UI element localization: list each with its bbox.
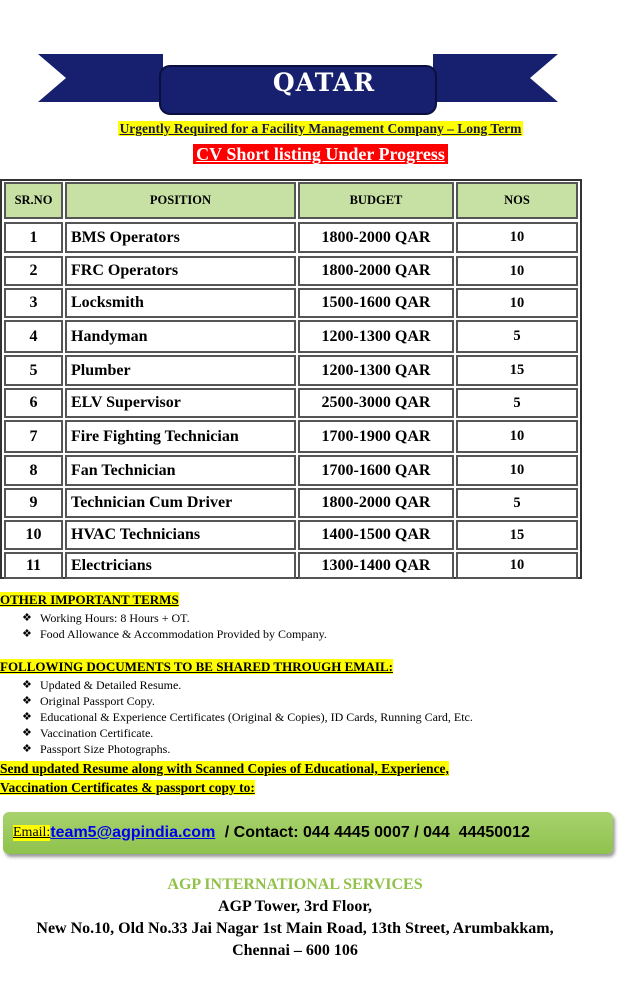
diamond-bullet-icon: ❖ [22, 743, 32, 755]
cell-nos: 10 [456, 552, 578, 579]
cell-position: Locksmith [65, 288, 296, 318]
cell-budget: 1700-1900 QAR [298, 420, 454, 453]
cell-budget: 1200-1300 QAR [298, 320, 454, 353]
documents-title: FOLLOWING DOCUMENTS TO BE SHARED THROUGH EMAIL: [0, 659, 393, 674]
header-budget: BUDGET [298, 182, 454, 219]
cell-budget: 1400-1500 QAR [298, 520, 454, 550]
list-item: ❖ Working Hours: 8 Hours + OT. [22, 611, 190, 625]
list-item: ❖ Food Allowance & Accommodation Provided by Company. [22, 627, 327, 641]
cell-nos: 5 [456, 320, 578, 353]
cell-position: Technician Cum Driver [65, 488, 296, 518]
cell-sr-no: 7 [4, 420, 63, 453]
email-link[interactable]: team5@agpindia.com [50, 824, 216, 841]
cell-position: Fan Technician [65, 455, 296, 486]
list-item: ❖ Original Passport Copy. [22, 694, 155, 708]
header-position: POSITION [65, 182, 296, 219]
cell-nos: 10 [456, 256, 578, 286]
list-item: ❖ Updated & Detailed Resume. [22, 678, 182, 692]
diamond-bullet-icon: ❖ [22, 628, 32, 640]
email-label: Email: [13, 825, 51, 840]
cell-position: BMS Operators [65, 222, 296, 253]
cell-sr-no: 4 [4, 320, 63, 353]
cell-position: HVAC Technicians [65, 520, 296, 550]
diamond-bullet-icon: ❖ [22, 727, 32, 739]
header-nos: NOS [456, 182, 578, 219]
contact-phone: / Contact: 044 4445 0007 / 044 44450012 [220, 824, 530, 841]
contact-bar [3, 812, 613, 854]
cell-nos: 15 [456, 520, 578, 550]
banner-title: QATAR [272, 68, 376, 97]
cell-sr-no: 10 [4, 520, 63, 550]
cell-sr-no: 8 [4, 455, 63, 486]
cell-nos: 10 [456, 288, 578, 318]
cell-nos: 5 [456, 388, 578, 418]
status-banner: CV Short listing Under Progress [0, 144, 641, 165]
diamond-bullet-icon: ❖ [22, 711, 32, 723]
diamond-bullet-icon: ❖ [22, 695, 32, 707]
subtitle: Urgently Required for a Facility Management Company – Long Term [119, 121, 522, 136]
cell-sr-no: 1 [4, 222, 63, 253]
cell-sr-no: 3 [4, 288, 63, 318]
address-line-3: Chennai – 600 106 [232, 942, 358, 959]
cell-position: FRC Operators [65, 256, 296, 286]
address-line-2: New No.10, Old No.33 Jai Nagar 1st Main Road, 13th Street, Arumbakkam, [36, 920, 554, 937]
cell-budget: 1800-2000 QAR [298, 256, 454, 286]
cell-budget: 1800-2000 QAR [298, 488, 454, 518]
cell-sr-no: 6 [4, 388, 63, 418]
diamond-bullet-icon: ❖ [22, 612, 32, 624]
terms-title: OTHER IMPORTANT TERMS [0, 592, 179, 607]
diamond-bullet-icon: ❖ [22, 679, 32, 691]
company-name: AGP INTERNATIONAL SERVICES [167, 876, 423, 893]
cell-budget: 2500-3000 QAR [298, 388, 454, 418]
cell-nos: 15 [456, 355, 578, 386]
cell-budget: 1200-1300 QAR [298, 355, 454, 386]
qatar-banner [38, 52, 558, 118]
cell-budget: 1700-1600 QAR [298, 455, 454, 486]
cell-sr-no: 11 [4, 552, 63, 579]
cell-budget: 1500-1600 QAR [298, 288, 454, 318]
cell-sr-no: 5 [4, 355, 63, 386]
vacancy-table [0, 179, 582, 579]
address-line-1: AGP Tower, 3rd Floor, [218, 898, 372, 915]
cell-budget: 1300-1400 QAR [298, 552, 454, 579]
cell-position: ELV Supervisor [65, 388, 296, 418]
header-sr-no: SR.NO [4, 182, 63, 219]
cell-position: Plumber [65, 355, 296, 386]
list-item: ❖ Passport Size Photographs. [22, 742, 171, 756]
cell-sr-no: 9 [4, 488, 63, 518]
documents-list [22, 677, 473, 757]
cell-nos: 10 [456, 455, 578, 486]
cell-position: Fire Fighting Technician [65, 420, 296, 453]
list-item: ❖ Vaccination Certificate. [22, 726, 154, 740]
list-item: ❖ Educational & Experience Certificates (Original & Copies), ID Cards, Running Card, Etc. [22, 710, 473, 724]
send-resume-note: Send updated Resume along with Scanned Copies of Educational, Experience, Vaccination Certificates & passport copy to: [0, 761, 449, 795]
cell-nos: 5 [456, 488, 578, 518]
cell-nos: 10 [456, 222, 578, 253]
cell-position: Handyman [65, 320, 296, 353]
cell-nos: 10 [456, 420, 578, 453]
cell-position: Electricians [65, 552, 296, 579]
cell-sr-no: 2 [4, 256, 63, 286]
cell-budget: 1800-2000 QAR [298, 222, 454, 253]
terms-list [22, 610, 327, 642]
